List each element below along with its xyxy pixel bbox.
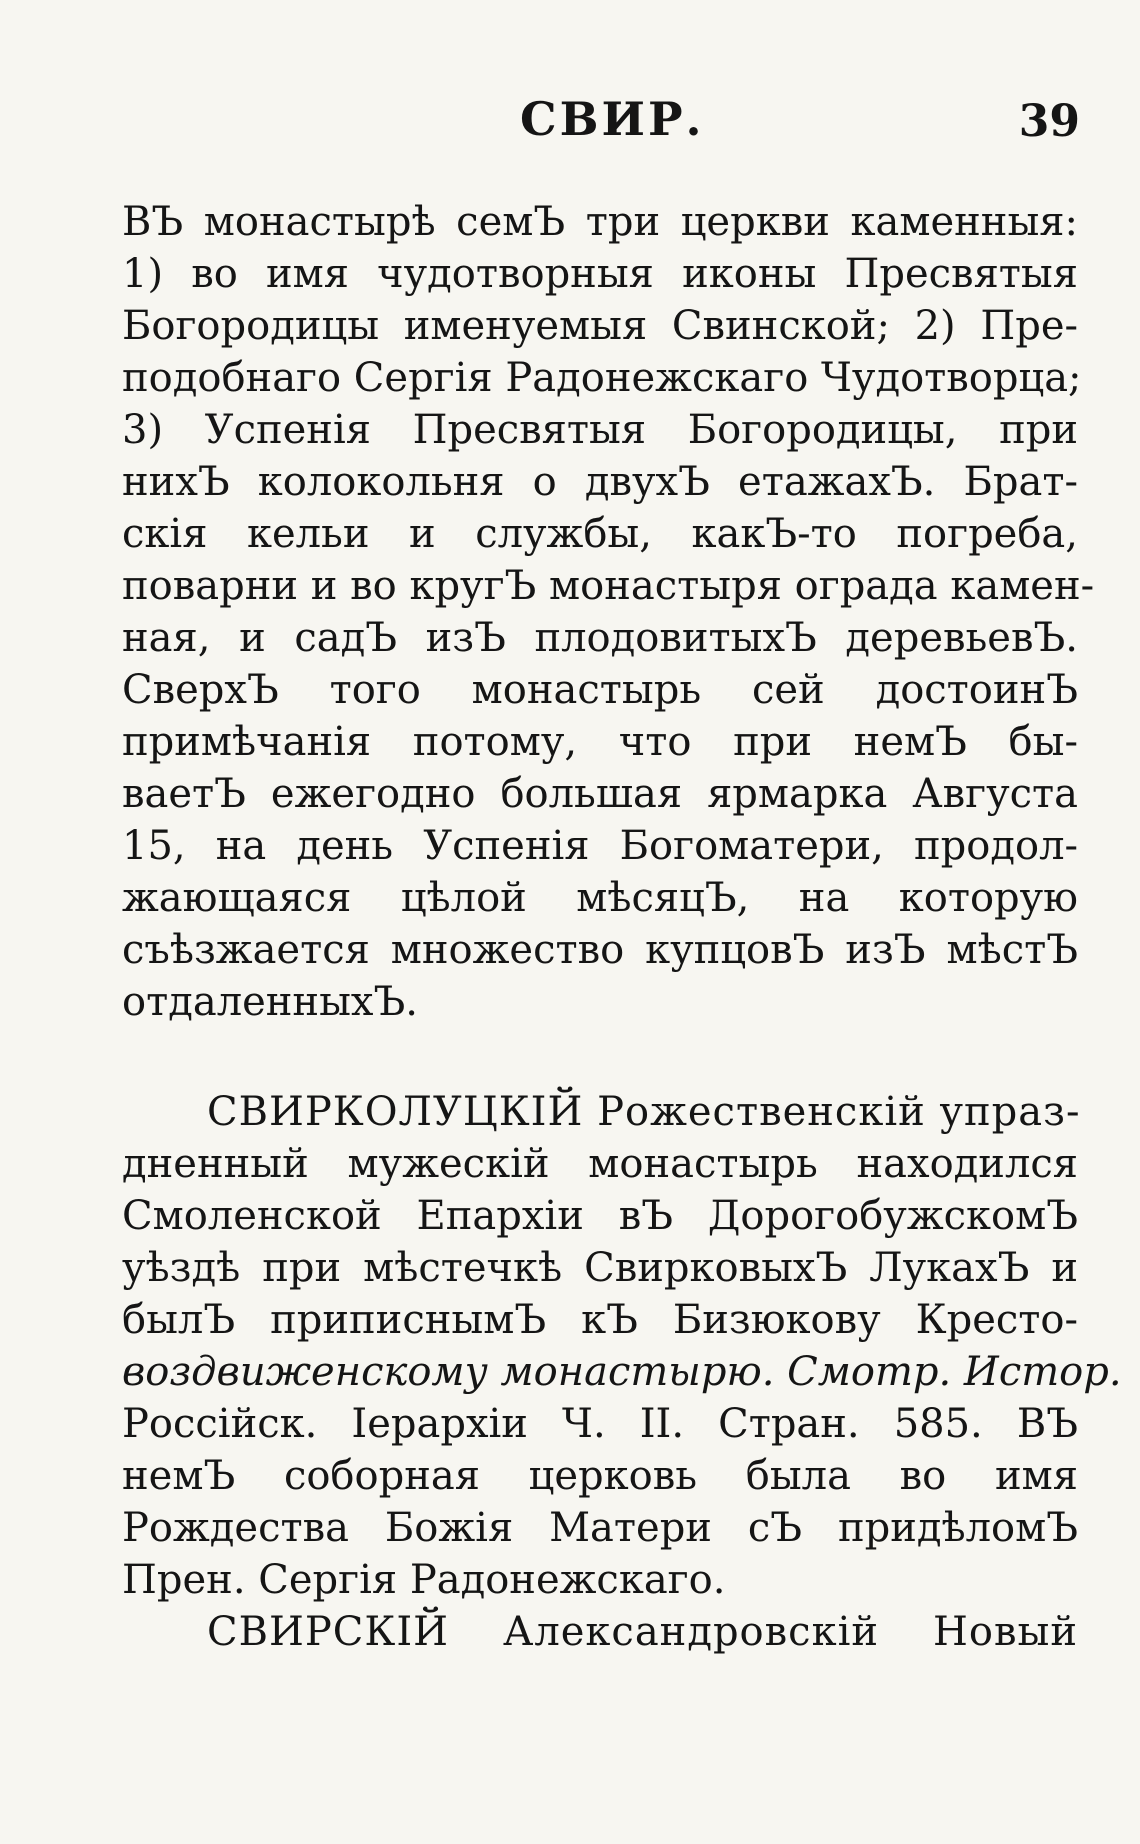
text-line: Россійск. Іерархіи Ч. II. Стран. 585. ВЪ bbox=[122, 1401, 1078, 1447]
text-line: ваетЪ ежегодно большая ярмарка Августа bbox=[122, 771, 1078, 817]
text-line: уѣздѣ при мѣстечкѣ СвирковыхЪ ЛукахЪ и bbox=[122, 1245, 1078, 1291]
paragraph-gap bbox=[122, 1028, 1078, 1086]
text-line: немЪ соборная церковь была во имя bbox=[122, 1453, 1078, 1499]
text-line: примѣчанія потому, что при немЪ бы- bbox=[122, 719, 1078, 765]
text-line: отдаленныхЪ. bbox=[122, 979, 418, 1025]
text-line: 15, на день Успенія Богоматери, продол- bbox=[122, 823, 1078, 869]
entry-svirsky-paragraph bbox=[122, 1606, 1078, 1658]
body-text bbox=[122, 196, 1122, 1658]
text-line: подобнаго Сергія Радонежскаго Чудотворца; bbox=[122, 355, 1082, 401]
entry-svir-paragraph bbox=[122, 196, 1095, 1028]
running-head: СВИР. bbox=[520, 92, 705, 146]
entry-svirkolutsky-paragraph bbox=[122, 1086, 1122, 1606]
text-line: СВИРСКІЙ Александровскій Новый bbox=[207, 1609, 1078, 1655]
text-line: Прен. Сергія Радонежскаго. bbox=[122, 1557, 726, 1603]
text-line: жающаяся цѣлой мѣсяцЪ, на которую bbox=[122, 875, 1078, 921]
text-line: былЪ приписнымЪ кЪ Бизюкову Кресто- bbox=[122, 1297, 1078, 1343]
text-line: скія кельи и службы, какЪ-то погреба, bbox=[122, 511, 1078, 557]
text-line: Рождества Божія Матери сЪ придѣломЪ bbox=[122, 1505, 1078, 1551]
text-line: дненный мужескій монастырь находился bbox=[122, 1141, 1078, 1187]
text-line: СверхЪ того монастырь сей достоинЪ bbox=[122, 667, 1078, 713]
text-line: СВИРКОЛУЦКІЙ Рожественскій упраз- bbox=[207, 1089, 1081, 1135]
text-line: 1) во имя чудотворныя иконы Пресвятыя bbox=[122, 251, 1078, 297]
text-line: съѣзжается множество купцовЪ изЪ мѣстЪ bbox=[122, 927, 1078, 973]
text-line: Богородицы именуемыя Свинской; 2) Пре- bbox=[122, 303, 1078, 349]
text-line: Смоленской Епархіи вЪ ДорогобужскомЪ bbox=[122, 1193, 1078, 1239]
text-line: ная, и садЪ изЪ плодовитыхЪ деревьевЪ. bbox=[122, 615, 1078, 661]
text-line: 3) Успенія Пресвятыя Богородицы, при bbox=[122, 407, 1078, 453]
text-line: поварни и во кругЪ монастыря ограда камен- bbox=[122, 563, 1095, 609]
text-line: воздвиженскому монастырю. Смотр. Истор. bbox=[122, 1349, 1122, 1395]
page-header bbox=[0, 92, 1140, 162]
text-line: ВЪ монастырѣ семЪ три церкви каменныя: bbox=[122, 199, 1078, 245]
text-line: нихЪ колокольня о двухЪ етажахЪ. Брат- bbox=[122, 459, 1078, 505]
page-number: 39 bbox=[1018, 96, 1080, 147]
